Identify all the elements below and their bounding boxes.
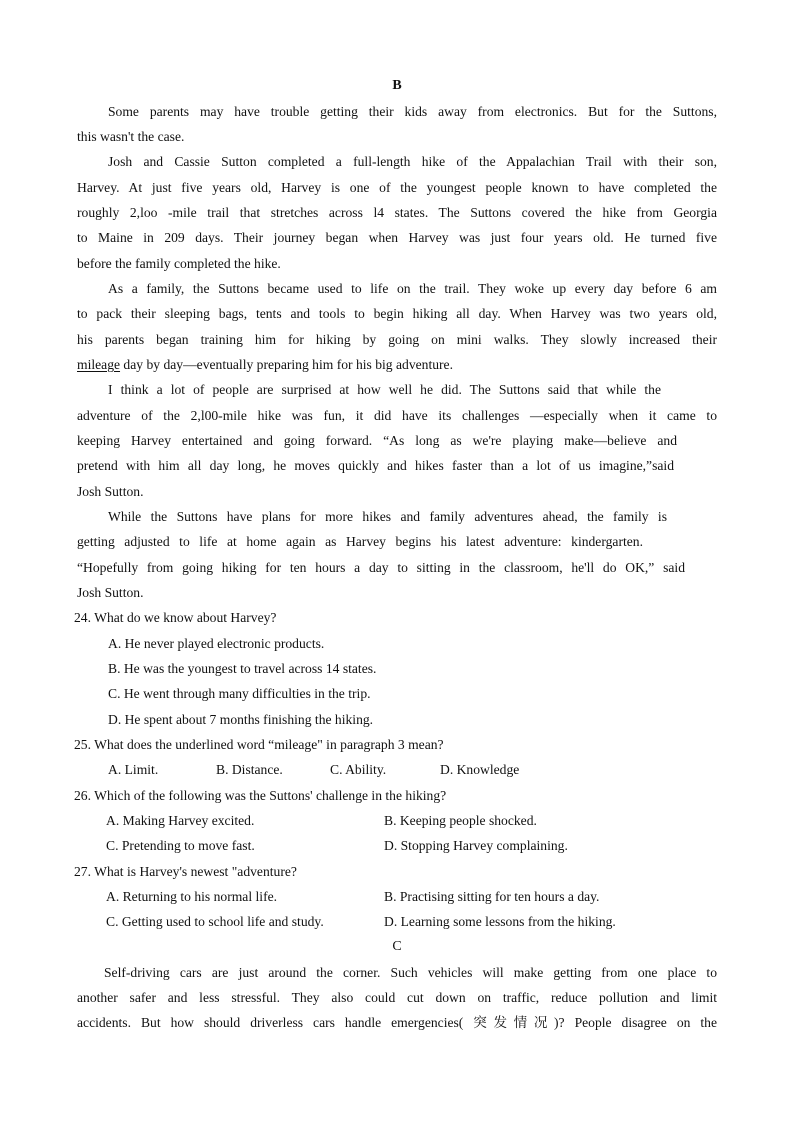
answer-option: D. Learning some lessons from the hiking. (384, 914, 616, 929)
question-stem: 27. What is Harvey's newest "adventure? (74, 864, 297, 879)
question-stem: 24. What do we know about Harvey? (74, 610, 277, 625)
answer-option: D. He spent about 7 months finishing the hiking. (108, 712, 374, 727)
paragraph-3-line: his parents began training him for hiking by going on mini walks. They slowly increased their (77, 332, 717, 347)
answer-option: A. Returning to his normal life. (106, 889, 278, 904)
section-c-line: accidents. But how should driverless cars handle emergencies( 突发情况)? People disagree on the (77, 1015, 717, 1030)
answer-option: A. Limit. (108, 762, 159, 777)
paragraph-4-line: pretend with him all day long, he moves quickly and hikes faster than a lot of us imagine,”said (77, 458, 674, 473)
paragraph-5-line: Josh Sutton. (77, 585, 144, 600)
section-c-heading: C (392, 939, 402, 954)
paragraph-2-line: Harvey. At just five years old, Harvey is one of the youngest people known to have completed the (77, 180, 717, 195)
paragraph-5-line: “Hopefully from going hiking for ten hours a day to sitting in the classroom, he'll do OK,” said (77, 560, 685, 575)
answer-option: C. Getting used to school life and study. (106, 914, 324, 929)
paragraph-1-line: Some parents may have trouble getting their kids away from electronics. But for the Suttons, (108, 104, 717, 119)
paragraph-5-line: getting adjusted to life at home again as Harvey begins his latest adventure: kindergarten. (77, 534, 643, 549)
underlined-word-mileage: mileage (77, 357, 121, 372)
answer-option: C. He went through many difficulties in the trip. (108, 686, 371, 701)
answer-option: A. He never played electronic products. (108, 636, 325, 651)
section-c-line: Self-driving cars are just around the corner. Such vehicles will make getting from one place to (104, 965, 717, 980)
question-stem: 26. Which of the following was the Suttons' challenge in the hiking? (74, 788, 447, 803)
paragraph-2-line: before the family completed the hike. (77, 256, 281, 271)
paragraph-3-line-rest: day by day—eventually preparing him for his big adventure. (120, 357, 453, 372)
paragraph-5-line: While the Suttons have plans for more hikes and family adventures ahead, the family is (108, 509, 667, 524)
answer-option: D. Knowledge (440, 762, 520, 777)
section-b-heading: B (392, 78, 402, 93)
paragraph-2-line: to Maine in 209 days. Their journey began when Harvey was just four years old. He turned five (77, 230, 717, 245)
answer-option: B. Keeping people shocked. (384, 813, 537, 828)
answer-option: B. Practising sitting for ten hours a day. (384, 889, 600, 904)
paragraph-3-line (77, 354, 717, 376)
paragraph-4-line: Josh Sutton. (77, 484, 144, 499)
answer-option: C. Pretending to move fast. (106, 838, 255, 853)
answer-option: D. Stopping Harvey complaining. (384, 838, 568, 853)
paragraph-1-line: this wasn't the case. (77, 129, 185, 144)
question-stem: 25. What does the underlined word “mileage" in paragraph 3 mean? (74, 737, 444, 752)
answer-option: A. Making Harvey excited. (106, 813, 255, 828)
paragraph-4-line: keeping Harvey entertained and going forward. “As long as we're playing make—believe and (77, 433, 677, 448)
section-c-line: another safer and less stressful. They also could cut down on traffic, reduce pollution and limit (77, 990, 717, 1005)
answer-option: B. Distance. (216, 762, 283, 777)
paragraph-3-line: to pack their sleeping bags, tents and tools to begin hiking all day. When Harvey was two years old, (77, 306, 717, 321)
paragraph-4-line: adventure of the 2,l00-mile hike was fun, it did have its challenges —especially when it came to (77, 408, 717, 423)
paragraph-4-line: I think a lot of people are surprised at how well he did. The Suttons said that while the (108, 382, 661, 397)
paragraph-2-line: Josh and Cassie Sutton completed a full-length hike of the Appalachian Trail with their son, (108, 154, 717, 169)
paragraph-2-line: roughly 2,loo -mile trail that stretches across l4 states. The Suttons covered the hike from Georgia (77, 205, 717, 220)
answer-option: B. He was the youngest to travel across 14 states. (108, 661, 377, 676)
paragraph-3-line: As a family, the Suttons became used to life on the trail. They woke up every day before 6 am (108, 281, 717, 296)
answer-option: C. Ability. (330, 762, 387, 777)
